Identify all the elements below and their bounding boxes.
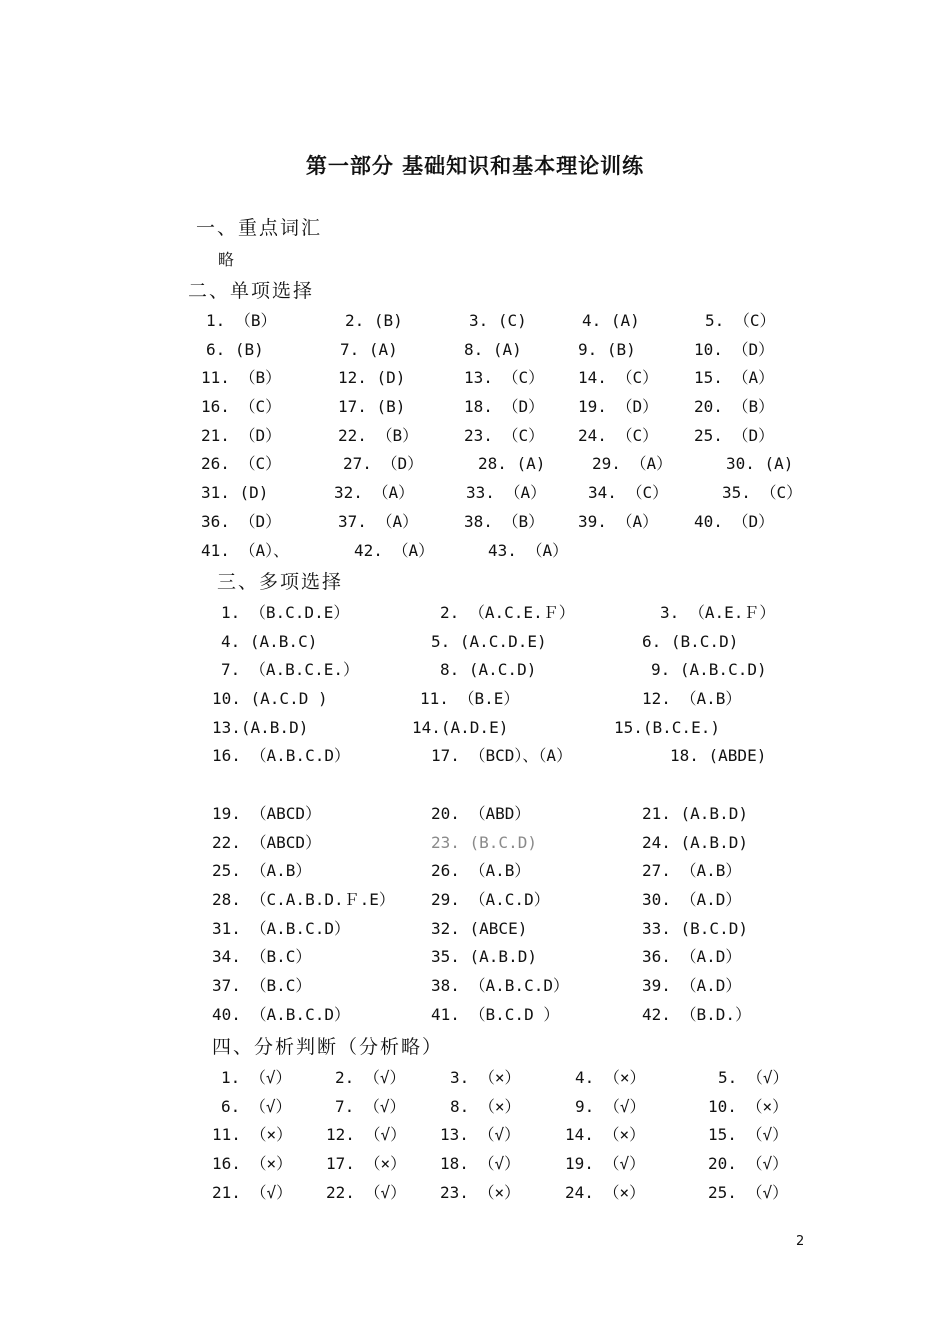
- answer-item: 14. （C）: [578, 368, 659, 388]
- answer-item: 9. (A.B.C.D): [651, 660, 767, 680]
- answer-item: 29. （A）: [592, 454, 673, 474]
- answer-item: 18. (ABDE): [670, 746, 767, 766]
- answer-item: 18. （D）: [464, 397, 545, 417]
- answer-item: 6. （√）: [221, 1096, 292, 1116]
- section-heading-key-vocabulary: 一、重点词汇: [196, 217, 323, 239]
- section-heading-multiple-choice: 三、多项选择: [217, 571, 344, 593]
- answer-item: 8. （×）: [450, 1096, 521, 1116]
- answer-item: 10. （×）: [708, 1096, 789, 1116]
- answer-item: 11. （B.E）: [420, 689, 520, 709]
- page-title: 第一部分 基础知识和基本理论训练: [305, 154, 645, 178]
- answer-item: 9. （√）: [575, 1096, 646, 1116]
- answer-item: 20. （√）: [708, 1154, 789, 1174]
- answer-item: 3. （A.E.Ｆ）: [660, 603, 776, 622]
- answer-item: 2. （√）: [335, 1068, 406, 1087]
- answer-item: 42. （A）: [354, 540, 435, 560]
- answer-item: 39. （A.D）: [642, 975, 742, 995]
- answer-item: 16. （A.B.C.D）: [212, 746, 350, 766]
- answer-item: 37. （B.C）: [212, 975, 312, 995]
- answer-item: 24. (A.B.D): [642, 832, 748, 852]
- answer-item: 23. （×）: [440, 1182, 521, 1202]
- answer-item: 19. （D）: [578, 397, 659, 417]
- answer-item: 32. (ABCE): [431, 918, 528, 938]
- answer-item: 7. （√）: [335, 1096, 406, 1116]
- answer-item: 18. （√）: [440, 1154, 521, 1174]
- answer-item: 43. （A）: [488, 540, 569, 560]
- answer-item: 17. （×）: [326, 1154, 407, 1174]
- answer-item: 15.(B.C.E.): [614, 717, 720, 737]
- answer-item: 10. (A.C.D ): [212, 689, 328, 709]
- answer-item: 16. （C）: [201, 397, 282, 417]
- answer-item: 22. （√）: [326, 1182, 407, 1202]
- answer-item: 4. (A): [582, 311, 640, 330]
- answer-item: 25. （A.B）: [212, 861, 312, 881]
- answer-item: 20. （B）: [694, 397, 775, 417]
- answer-item: 2. (B): [345, 311, 403, 330]
- answer-item: 23. （C）: [464, 425, 545, 445]
- answer-item: 26. （A.B）: [431, 861, 531, 881]
- answer-item: 13.(A.B.D): [212, 717, 309, 737]
- answer-item: 25. （D）: [694, 425, 775, 445]
- answer-item: 12. （√）: [326, 1125, 407, 1145]
- answer-item: 38. （B）: [464, 511, 545, 531]
- answer-item: 24. （C）: [578, 425, 659, 445]
- answer-item: 10. （D）: [694, 339, 775, 359]
- answer-item: 40. （D）: [694, 511, 775, 531]
- answer-item: 30. (A): [726, 454, 794, 474]
- answer-item: 35. (A.B.D): [431, 947, 537, 967]
- answer-item: 20. （ABD）: [431, 803, 531, 823]
- answer-item: 26. （C）: [201, 454, 282, 474]
- answer-item: 31. （A.B.C.D）: [212, 918, 350, 938]
- answer-item: 11. （B）: [201, 368, 282, 388]
- answer-item: 3. (C): [469, 311, 527, 330]
- answer-item: 21. (A.B.D): [642, 803, 748, 823]
- answer-item: 42. （B.D.）: [642, 1004, 752, 1024]
- answer-item: 1. （√）: [221, 1068, 292, 1087]
- answer-item: 38. （A.B.C.D）: [431, 975, 569, 995]
- answer-item: 13. （C）: [464, 368, 545, 388]
- answer-item: 32. （A）: [334, 483, 415, 503]
- answer-item: 7. （A.B.C.E.）: [221, 660, 359, 680]
- answer-item: 6. (B.C.D): [642, 631, 739, 651]
- answer-item: 4. (A.B.C): [221, 631, 318, 651]
- answer-item: 13. （√）: [440, 1125, 521, 1145]
- answer-item: 33. （A）: [466, 483, 547, 503]
- answer-item: 8. (A): [464, 339, 522, 359]
- answer-item: 1. （B）: [206, 311, 277, 330]
- answer-item: 34. （B.C）: [212, 947, 312, 967]
- answer-item: 22. （ABCD）: [212, 832, 322, 852]
- answer-item: 40. （A.B.C.D）: [212, 1004, 350, 1024]
- answer-item: 17. （BCD）、（A）: [431, 746, 573, 766]
- answer-item: 11. （×）: [212, 1125, 293, 1145]
- answer-item: 14.(A.D.E): [412, 717, 509, 737]
- answer-item: 36. （D）: [201, 511, 282, 531]
- answer-item: 12. (D): [338, 368, 406, 388]
- answer-item: 8. (A.C.D): [440, 660, 537, 680]
- answer-item: 14. （×）: [565, 1125, 646, 1145]
- answer-item: 37. （A）: [338, 511, 419, 531]
- answer-item: 41. （B.C.D ）: [431, 1004, 560, 1024]
- answer-item: 35. （C）: [722, 483, 803, 503]
- answer-item: 3. （×）: [450, 1068, 521, 1087]
- answer-item: 27. （D）: [343, 454, 424, 474]
- answer-item: 21. （D）: [201, 425, 282, 445]
- section-heading-true-false: 四、分析判断（分析略）: [212, 1036, 444, 1058]
- answer-item: 22. （B）: [338, 425, 419, 445]
- answer-item: 12. （A.B）: [642, 689, 742, 709]
- answer-item: 15. （A）: [694, 368, 775, 388]
- section-note-omitted: 略: [218, 250, 235, 269]
- answer-item: 25. （√）: [708, 1182, 789, 1202]
- answer-item: 6. (B): [206, 339, 264, 359]
- answer-item: 16. （×）: [212, 1154, 293, 1174]
- answer-item: 5. (A.C.D.E): [431, 631, 547, 651]
- answer-item: 33. (B.C.D): [642, 918, 748, 938]
- answer-item: 27. （A.B）: [642, 861, 742, 881]
- answer-item: 24. （×）: [565, 1182, 646, 1202]
- answer-item: 28. （C.A.B.D.Ｆ.E）: [212, 889, 395, 909]
- answer-item: 9. (B): [578, 339, 636, 359]
- answer-item: 41. （A）、: [201, 540, 290, 560]
- answer-item: 21. （√）: [212, 1182, 293, 1202]
- answer-item: 36. （A.D）: [642, 947, 742, 967]
- answer-item: 1. （B.C.D.E）: [221, 603, 350, 622]
- answer-item: 23. (B.C.D): [431, 832, 537, 852]
- answer-item: 2. （A.C.E.Ｆ）: [440, 603, 575, 622]
- page-number: 2: [796, 1234, 805, 1249]
- answer-item: 19. （√）: [565, 1154, 646, 1174]
- answer-item: 30. （A.D）: [642, 889, 742, 909]
- answer-item: 29. （A.C.D）: [431, 889, 550, 909]
- answer-item: 4. （×）: [575, 1068, 646, 1087]
- answer-item: 39. （A）: [578, 511, 659, 531]
- answer-item: 17. (B): [338, 397, 406, 417]
- answer-item: 5. （√）: [718, 1068, 789, 1087]
- answer-item: 34. （C）: [588, 483, 669, 503]
- answer-item: 19. （ABCD）: [212, 803, 322, 823]
- answer-item: 28. (A): [478, 454, 546, 474]
- answer-item: 15. （√）: [708, 1125, 789, 1145]
- answer-item: 5. （C）: [705, 311, 776, 330]
- answer-item: 31. (D): [201, 483, 269, 503]
- section-heading-single-choice: 二、单项选择: [188, 280, 315, 302]
- answer-item: 7. (A): [340, 339, 398, 359]
